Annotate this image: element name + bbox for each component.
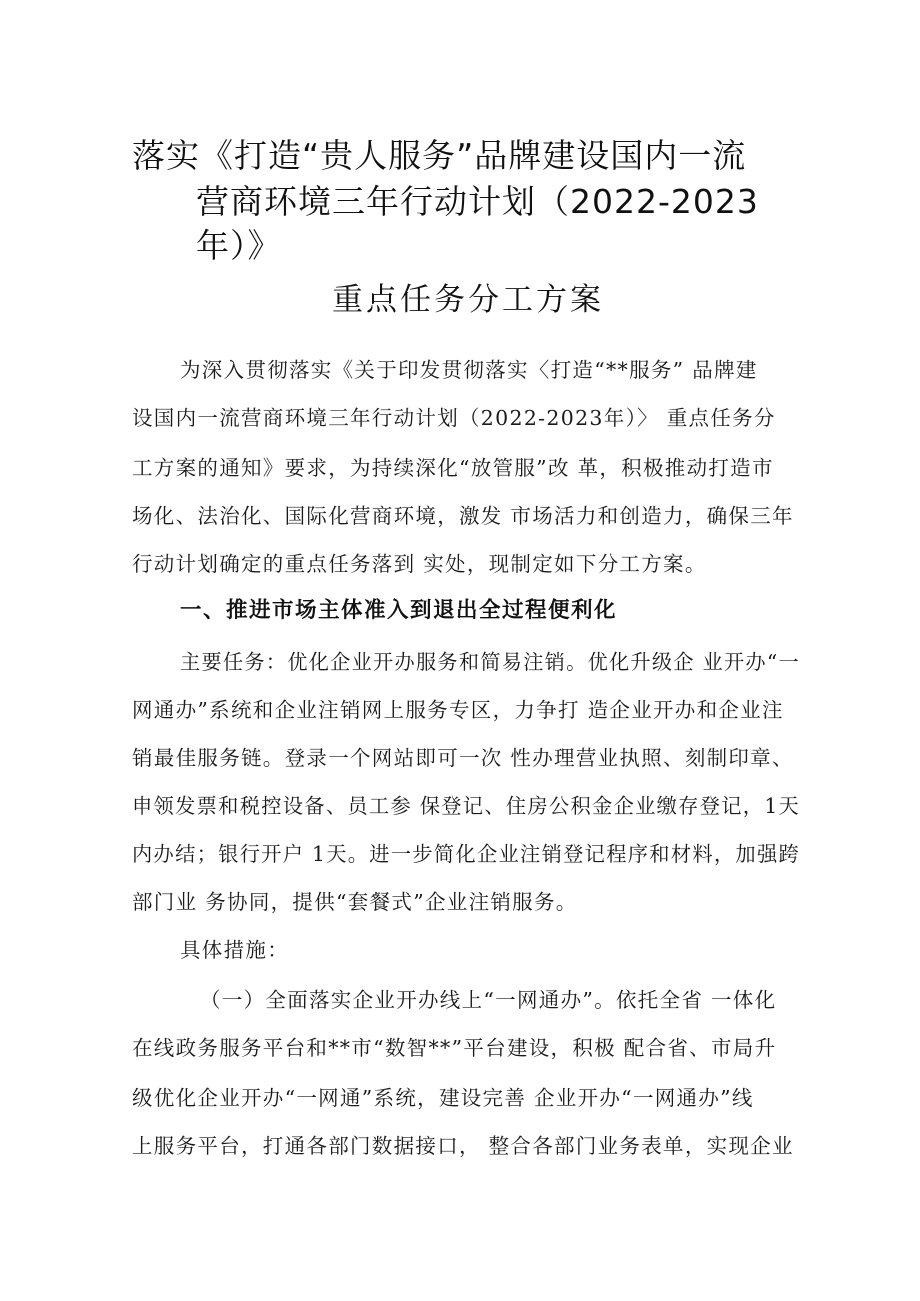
measure-line: 级优化企业开办“一网通”系统，建设完善 企业开办“一网通办”线 <box>132 1086 754 1110</box>
main-task-line: 主要任务：优化企业开办服务和简易注销。优化升级企 业开办“一 <box>180 650 800 674</box>
intro-line: 设国内一流营商环境三年行动计划（2022-2023年）〉 重点任务分 <box>132 406 776 430</box>
title-line-1: 落实《打造“贵人服务”品牌建设国内一流 <box>132 136 747 175</box>
measure-line: 上服务平台，打通各部门数据接口， 整合各部门业务表单，实现企业 <box>132 1134 794 1158</box>
measure-line: 在线政务服务平台和**市“数智**”平台建设，积极 配合省、市局升 <box>132 1036 777 1060</box>
main-task-line: 申领发票和税控设备、员工参 保登记、住房公积金企业缴存登记，1天 <box>132 794 801 818</box>
main-task-line: 网通办”系统和企业注销网上服务专区，力争打 造企业开办和企业注 <box>132 698 784 722</box>
title-line-3: 年）》 <box>196 226 282 265</box>
intro-line: 场化、法治化、国际化营商环境，激发 市场活力和创造力，确保三年 <box>132 504 794 528</box>
measure-line: （一）全面落实企业开办线上“一网通办”。依托全省 一体化 <box>200 988 777 1012</box>
intro-line: 工方案的通知》要求，为持续深化“放管服”改 革，积极推动打造市 <box>132 456 774 480</box>
title-line-2: 营商环境三年行动计划（2022-2023 <box>196 182 759 221</box>
section-heading: 一、推进市场主体准入到退出全过程便利化 <box>180 598 618 623</box>
intro-line: 为深入贯彻落实《关于印发贯彻落实〈打造“**服务” 品牌建 <box>180 358 758 382</box>
main-task-line: 内办结；银行开户 1天。进一步简化企业注销登记程序和材料，加强跨 <box>132 842 801 866</box>
main-task-line: 销最佳服务链。登录一个网站即可一次 性办理营业执照、刻制印章、 <box>132 746 794 770</box>
main-task-line: 部门业 务协同，提供“套餐式”企业注销服务。 <box>132 890 578 914</box>
intro-line: 行动计划确定的重点任务落到 实处，现制定如下分工方案。 <box>132 552 707 576</box>
measures-label: 具体措施： <box>180 938 289 962</box>
document-subtitle: 重点任务分工方案 <box>332 282 604 318</box>
